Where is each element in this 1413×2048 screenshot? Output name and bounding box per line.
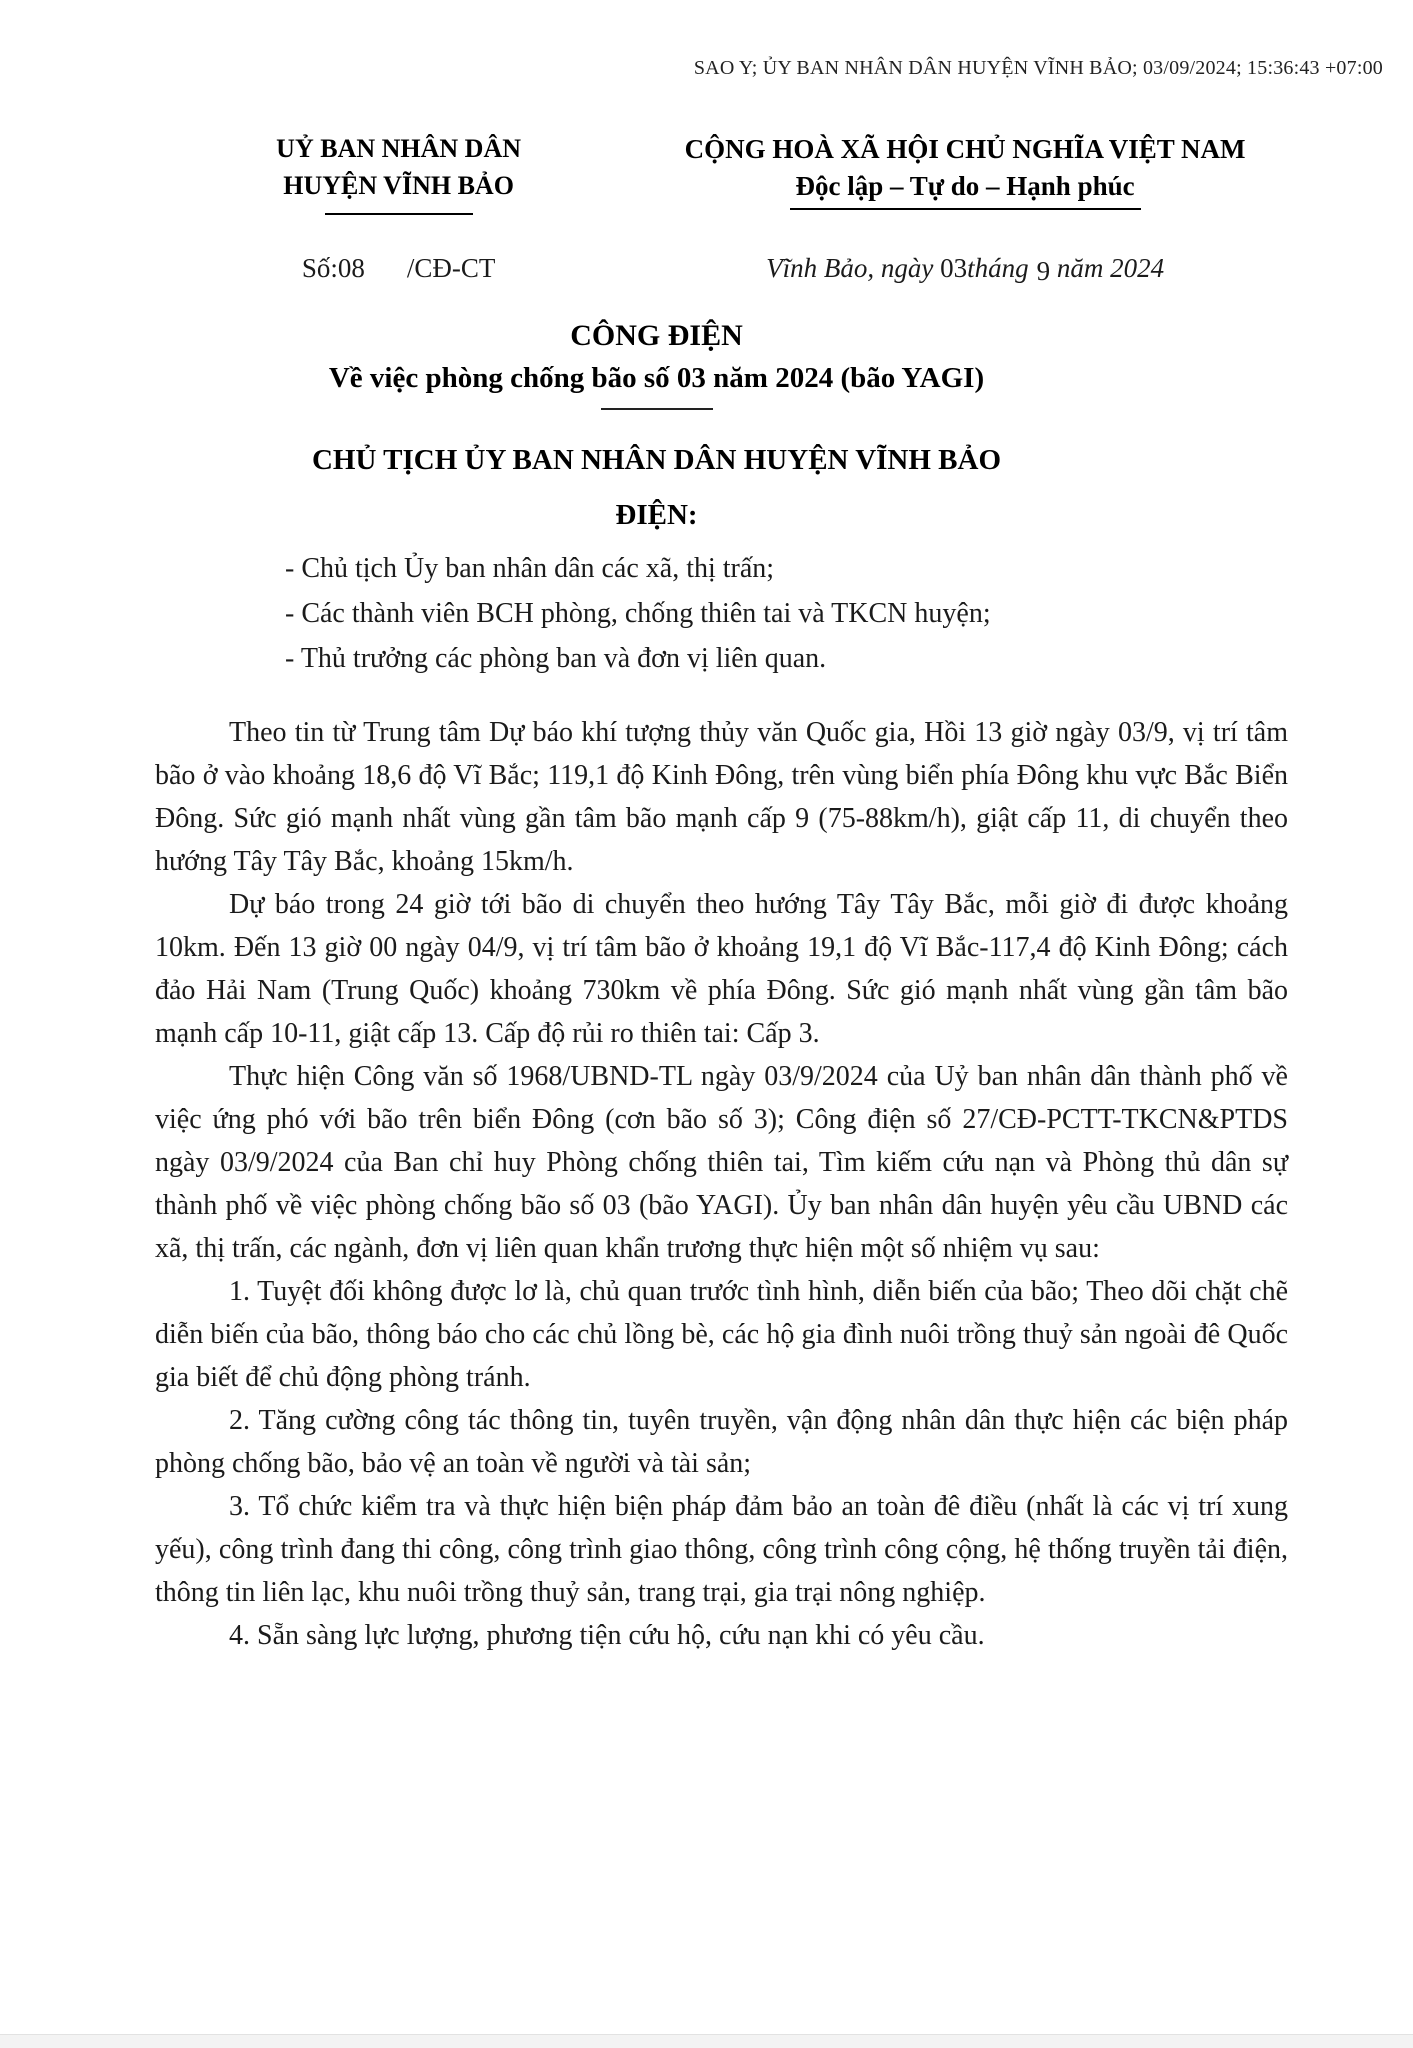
recipient-item: - Thủ trưởng các phòng ban và đơn vị liên quan. [285, 643, 827, 674]
doc-number-value: 08 [337, 253, 365, 283]
recipient-item: - Chủ tịch Ủy ban nhân dân các xã, thị trấn; [285, 553, 775, 584]
document-header [155, 130, 1288, 215]
date-suffix: năm 2024 [1050, 253, 1165, 283]
national-title: CỘNG HOÀ XÃ HỘI CHỦ NGHĨA VIỆT NAM [684, 134, 1246, 164]
document-page [0, 130, 1413, 1657]
recipient-item: - Các thành viên BCH phòng, chống thiên tai và TKCN huyện; [285, 598, 991, 629]
body-paragraph: Theo tin từ Trung tâm Dự báo khí tượng thủy văn Quốc gia, Hồi 13 giờ ngày 03/9, vị trí tâm bão ở vào khoảng 18,6 độ Vĩ Bắc; 119,1 độ Kinh Đông, trên vùng biển phía Đông khu vực Bắc Biển Đông. Sức gió mạnh nhất vùng gần tâm bão mạnh cấp 9 (75-88km/h), giật cấp 11, di chuyển theo hướng Tây Tây Bắc, khoảng 15km/h. [155, 717, 1288, 877]
document-subject: Về việc phòng chống bão số 03 năm 2024 (bão YAGI) [328, 362, 985, 394]
national-motto-block [642, 130, 1288, 215]
body-paragraph: 4. Sẵn sàng lực lượng, phương tiện cứu hộ, cứu nạn khi có yêu cầu. [229, 1620, 985, 1651]
body-paragraph: Dự báo trong 24 giờ tới bão di chuyển theo hướng Tây Tây Bắc, mỗi giờ đi được khoảng 10km. Đến 13 giờ 00 ngày 04/9, vị trí tâm bão ở khoảng 19,1 độ Vĩ Bắc-117,4 độ Kinh Đông; cách đảo Hải Nam (Trung Quốc) khoảng 730km về phía Đông. Sức gió mạnh nhất vùng gần tâm bão mạnh cấp 10-11, giật cấp 13. Cấp độ rủi ro thiên tai: Cấp 3. [155, 889, 1288, 1049]
doc-number-label: Số: [301, 253, 338, 283]
authority-line: CHỦ TỊCH ỦY BAN NHÂN DÂN HUYỆN VĨNH BẢO [311, 444, 1002, 476]
body-paragraph: 1. Tuyệt đối không được lơ là, chủ quan trước tình hình, diễn biến của bão; Theo dõi chặt chẽ diễn biến của bão, thông báo cho các chủ lồng bè, các hộ gia đình nuôi trồng thuỷ sản ngoài đê Quốc gia biết để chủ động phòng tránh. [155, 1276, 1288, 1393]
date-mid: tháng [967, 253, 1029, 283]
body-paragraph: Thực hiện Công văn số 1968/UBND-TL ngày 03/9/2024 của Uỷ ban nhân dân thành phố về việc ứng phó với bão trên biển Đông (cơn bão số 3); Công điện số 27/CĐ-PCTT-TKCN&PTDS ngày 03/9/2024 của Ban chỉ huy Phòng chống thiên tai, Tìm kiếm cứu nạn và Phòng thủ dân sự thành phố về việc phòng chống bão số 03 (bão YAGI). Ủy ban nhân dân huyện yêu cầu UBND các xã, thị trấn, các ngành, đơn vị liên quan khẩn trương thực hiện một số nhiệm vụ sau: [155, 1061, 1288, 1264]
issuer-name-line2: HUYỆN VĨNH BẢO [283, 171, 514, 200]
date-day: 03 [940, 253, 968, 283]
salutation-line: ĐIỆN: [615, 499, 698, 531]
document-number [155, 253, 642, 284]
body-paragraph: 3. Tổ chức kiểm tra và thực hiện biện pháp đảm bảo an toàn đê điều (nhất là các vị trí xung yếu), công trình đang thi công, công trình giao thông, công trình công cộng, hệ thống truyền tải điện, thông tin liên lạc, khu nuôi trồng thuỷ sản, trang trại, gia trại nông nghiệp. [155, 1491, 1288, 1608]
copy-certification-stamp-line: SAO Y; ỦY BAN NHÂN DÂN HUYỆN VĨNH BẢO; 03/09/2024; 15:36:43 +07:00 [693, 57, 1383, 79]
issuer-underline [325, 213, 473, 215]
document-meta-row [155, 253, 1288, 284]
subject-underline [601, 408, 713, 410]
recipients-list [285, 546, 1288, 681]
date-month: 9 [1036, 256, 1051, 286]
page-bottom-edge [0, 2034, 1413, 2048]
doc-number-suffix: /CĐ-CT [406, 253, 496, 283]
title-block [155, 316, 1158, 410]
place-and-date [642, 253, 1288, 284]
issuing-authority-block [155, 130, 642, 215]
national-motto: Độc lập – Tự do – Hạnh phúc [790, 168, 1141, 210]
body-paragraph: 2. Tăng cường công tác thông tin, tuyên truyền, vận động nhân dân thực hiện các biện pháp phòng chống bão, bảo vệ an toàn về người và tài sản; [155, 1405, 1288, 1479]
date-prefix: Vĩnh Bảo, ngày [766, 253, 941, 283]
issuer-name-line1: UỶ BAN NHÂN DÂN [276, 134, 522, 163]
document-type-title: CÔNG ĐIỆN [570, 319, 743, 352]
document-body [155, 711, 1288, 1657]
